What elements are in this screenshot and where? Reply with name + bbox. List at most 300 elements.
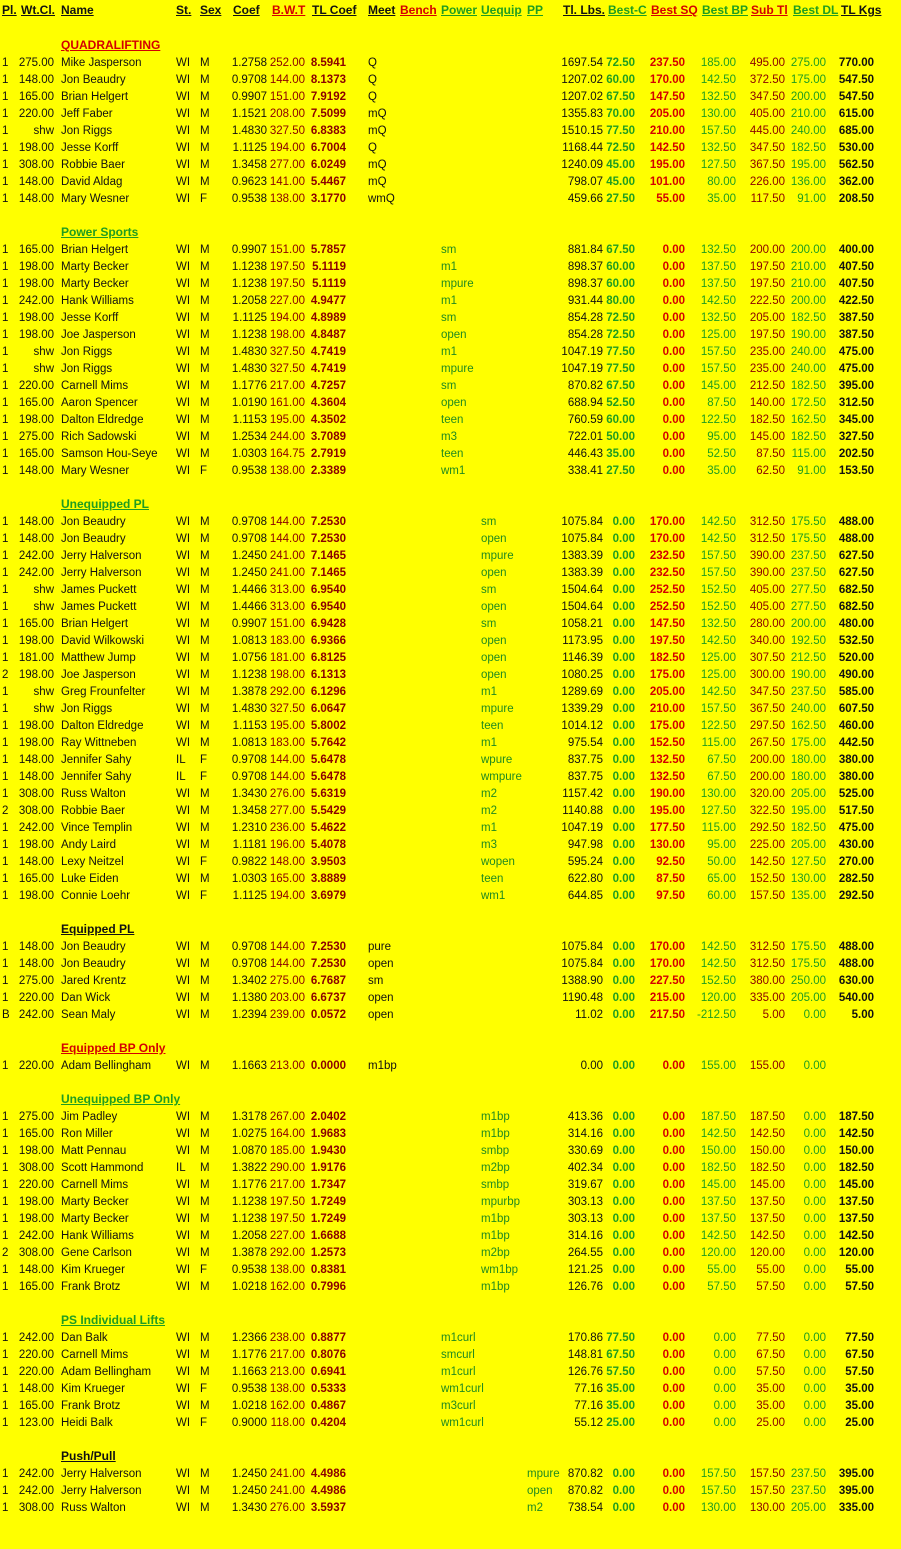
table-row bbox=[0, 1466, 901, 1483]
table-row bbox=[0, 1194, 901, 1211]
cell-weight-class: shw bbox=[33, 125, 54, 137]
cell-sex: M bbox=[200, 363, 210, 375]
cell-best-bench: 125.00 bbox=[700, 329, 736, 341]
cell-weight-class: 242.00 bbox=[18, 550, 54, 562]
cell-total-lbs: 1075.84 bbox=[561, 958, 603, 970]
cell-best-curl: 0.00 bbox=[612, 975, 635, 987]
cell-body-weight: 241.00 bbox=[269, 1468, 305, 1480]
cell-state: WI bbox=[176, 125, 191, 137]
cell-best-squat: 0.00 bbox=[662, 1128, 685, 1140]
cell-sub-total: 87.50 bbox=[756, 448, 785, 460]
cell-best-curl: 60.00 bbox=[606, 278, 635, 290]
cell-category: sm bbox=[441, 380, 457, 392]
cell-state: WI bbox=[176, 567, 191, 579]
cell-place: 1 bbox=[2, 448, 9, 460]
cell-sub-total: 212.50 bbox=[749, 380, 785, 392]
cell-coef: 0.9907 bbox=[231, 244, 267, 256]
cell-body-weight: 313.00 bbox=[269, 584, 305, 596]
cell-best-curl: 0.00 bbox=[612, 1502, 635, 1514]
cell-name: Robbie Baer bbox=[61, 159, 125, 171]
cell-best-squat: 152.50 bbox=[649, 737, 685, 749]
cell-sub-total: 140.00 bbox=[749, 397, 785, 409]
cell-name: Marty Becker bbox=[61, 261, 129, 273]
cell-state: WI bbox=[176, 1128, 191, 1140]
cell-best-bench: 57.50 bbox=[707, 1281, 736, 1293]
cell-coef: 1.1238 bbox=[231, 669, 267, 681]
cell-total-kgs: 395.00 bbox=[838, 1468, 874, 1480]
cell-state: WI bbox=[176, 414, 191, 426]
cell-best-squat: 175.00 bbox=[649, 669, 685, 681]
cell-body-weight: 217.00 bbox=[269, 1349, 305, 1361]
cell-tl-coef: 0.5333 bbox=[310, 1383, 346, 1395]
cell-weight-class: 123.00 bbox=[18, 1417, 54, 1429]
cell-place: 1 bbox=[2, 533, 9, 545]
cell-total-kgs: 57.50 bbox=[845, 1281, 874, 1293]
cell-sub-total: 197.50 bbox=[749, 278, 785, 290]
cell-coef: 1.4830 bbox=[231, 125, 267, 137]
cell-best-deadlift: 0.00 bbox=[803, 1162, 826, 1174]
cell-category: teen bbox=[481, 720, 504, 732]
cell-best-deadlift: 200.00 bbox=[790, 618, 826, 630]
cell-place: 1 bbox=[2, 125, 9, 137]
cell-best-squat: 0.00 bbox=[662, 261, 685, 273]
cell-total-kgs: 682.50 bbox=[838, 601, 874, 613]
cell-sub-total: 312.50 bbox=[749, 516, 785, 528]
cell-best-bench: 115.00 bbox=[701, 737, 736, 749]
cell-sex: F bbox=[200, 193, 208, 205]
cell-place: 1 bbox=[2, 261, 9, 273]
cell-weight-class: 165.00 bbox=[18, 1281, 54, 1293]
cell-total-lbs: 595.24 bbox=[567, 856, 603, 868]
cell-best-bench: 127.50 bbox=[700, 159, 736, 171]
cell-place: 1 bbox=[2, 397, 9, 409]
cell-best-deadlift: 135.00 bbox=[790, 890, 826, 902]
cell-body-weight: 195.00 bbox=[269, 414, 305, 426]
section-title: PS Individual Lifts bbox=[61, 1313, 166, 1327]
cell-place: 1 bbox=[2, 958, 9, 970]
cell-state: WI bbox=[176, 1502, 191, 1514]
cell-coef: 1.1663 bbox=[231, 1060, 267, 1072]
cell-name: Marty Becker bbox=[61, 278, 129, 290]
cell-place: 1 bbox=[2, 1349, 9, 1361]
cell-total-lbs: 264.55 bbox=[567, 1247, 603, 1259]
cell-place: 1 bbox=[2, 737, 9, 749]
cell-sex: F bbox=[200, 1264, 208, 1276]
cell-total-lbs: 837.75 bbox=[567, 754, 603, 766]
cell-sub-total: 322.50 bbox=[749, 805, 785, 817]
col-header-pp: PP bbox=[527, 3, 544, 17]
cell-sub-total: 372.50 bbox=[749, 74, 785, 86]
cell-category: wpure bbox=[481, 754, 513, 766]
cell-state: WI bbox=[176, 74, 191, 86]
cell-best-bench: 132.50 bbox=[700, 618, 736, 630]
cell-sub-total: 120.00 bbox=[749, 1247, 785, 1259]
cell-weight-class: 148.00 bbox=[18, 1383, 54, 1395]
cell-sex: M bbox=[200, 125, 210, 137]
cell-sex: M bbox=[200, 57, 210, 69]
table-row bbox=[0, 582, 901, 599]
cell-tl-coef: 0.6941 bbox=[310, 1366, 346, 1378]
cell-best-squat: 132.50 bbox=[649, 754, 685, 766]
cell-best-deadlift: 195.00 bbox=[790, 805, 826, 817]
cell-sex: M bbox=[200, 1145, 210, 1157]
cell-total-lbs: 1075.84 bbox=[561, 941, 603, 953]
cell-total-kgs: 25.00 bbox=[845, 1417, 874, 1429]
cell-body-weight: 138.00 bbox=[269, 1264, 305, 1276]
cell-best-bench: 65.00 bbox=[707, 873, 736, 885]
cell-state: WI bbox=[176, 193, 191, 205]
cell-weight-class: 198.00 bbox=[18, 1213, 54, 1225]
cell-category: m1bp bbox=[481, 1213, 510, 1225]
cell-tl-coef: 5.5429 bbox=[310, 805, 346, 817]
cell-coef: 1.1181 bbox=[232, 839, 267, 851]
section-title: Equipped PL bbox=[61, 922, 135, 936]
cell-best-curl: 0.00 bbox=[612, 873, 635, 885]
cell-total-lbs: 170.86 bbox=[567, 1332, 603, 1344]
cell-tl-coef: 6.9540 bbox=[310, 584, 346, 596]
cell-body-weight: 141.00 bbox=[269, 176, 305, 188]
cell-sub-total: 200.00 bbox=[749, 771, 785, 783]
cell-state: WI bbox=[176, 295, 191, 307]
cell-best-bench: 182.50 bbox=[700, 1162, 736, 1174]
cell-total-lbs: 402.34 bbox=[567, 1162, 603, 1174]
cell-best-squat: 177.50 bbox=[649, 822, 685, 834]
cell-body-weight: 238.00 bbox=[269, 1332, 305, 1344]
cell-place: 1 bbox=[2, 618, 9, 630]
cell-best-curl: 0.00 bbox=[612, 1162, 635, 1174]
cell-body-weight: 185.00 bbox=[269, 1145, 305, 1157]
cell-best-bench: 142.50 bbox=[700, 516, 736, 528]
cell-total-kgs: 35.00 bbox=[845, 1383, 874, 1395]
cell-total-kgs: 153.50 bbox=[838, 465, 874, 477]
cell-weight-class: 220.00 bbox=[18, 1179, 54, 1191]
cell-state: WI bbox=[176, 516, 191, 528]
cell-best-deadlift: 190.00 bbox=[790, 669, 826, 681]
cell-total-lbs: 314.16 bbox=[567, 1128, 603, 1140]
cell-best-curl: 0.00 bbox=[612, 635, 635, 647]
cell-sex: M bbox=[200, 703, 210, 715]
cell-place: 1 bbox=[2, 1332, 9, 1344]
cell-best-squat: 0.00 bbox=[662, 312, 685, 324]
cell-weight-class: 242.00 bbox=[18, 1468, 54, 1480]
cell-sub-total: 197.50 bbox=[749, 261, 785, 273]
cell-body-weight: 165.00 bbox=[269, 873, 305, 885]
cell-best-curl: 27.50 bbox=[606, 465, 635, 477]
cell-category: m1 bbox=[481, 737, 497, 749]
cell-tl-coef: 5.4622 bbox=[310, 822, 346, 834]
cell-tl-coef: 1.7347 bbox=[310, 1179, 346, 1191]
cell-best-deadlift: 240.00 bbox=[790, 363, 826, 375]
cell-body-weight: 275.00 bbox=[269, 975, 305, 987]
cell-weight-class: 165.00 bbox=[18, 873, 54, 885]
cell-best-squat: 205.00 bbox=[649, 686, 685, 698]
cell-state: WI bbox=[176, 686, 191, 698]
cell-place: 1 bbox=[2, 567, 9, 579]
cell-best-deadlift: 127.50 bbox=[790, 856, 826, 868]
cell-coef: 1.1776 bbox=[231, 1179, 267, 1191]
cell-category: m1bp bbox=[481, 1111, 510, 1123]
cell-category: wopen bbox=[481, 856, 515, 868]
cell-weight-class: 220.00 bbox=[18, 1060, 54, 1072]
table-row bbox=[0, 1007, 901, 1024]
cell-best-curl: 35.00 bbox=[606, 1383, 635, 1395]
cell-coef: 1.0756 bbox=[231, 652, 267, 664]
cell-best-squat: 252.50 bbox=[649, 584, 685, 596]
cell-sub-total: 225.00 bbox=[749, 839, 785, 851]
cell-total-kgs: 607.50 bbox=[838, 703, 874, 715]
cell-best-deadlift: 172.50 bbox=[790, 397, 826, 409]
cell-tl-coef: 4.3604 bbox=[310, 397, 346, 409]
cell-state: WI bbox=[176, 1281, 191, 1293]
cell-total-kgs: 380.00 bbox=[838, 771, 874, 783]
cell-category: smbp bbox=[481, 1179, 510, 1191]
cell-best-curl: 67.50 bbox=[606, 1349, 635, 1361]
cell-category: mpurbp bbox=[481, 1196, 520, 1208]
cell-sex: M bbox=[200, 788, 210, 800]
cell-weight-class: 165.00 bbox=[18, 448, 54, 460]
cell-best-curl: 0.00 bbox=[612, 1230, 635, 1242]
cell-tl-coef: 6.7004 bbox=[310, 142, 346, 154]
cell-best-curl: 80.00 bbox=[606, 295, 635, 307]
cell-sub-total: 35.00 bbox=[756, 1400, 785, 1412]
col-header-st: St. bbox=[176, 3, 192, 17]
cell-best-squat: 92.50 bbox=[656, 856, 685, 868]
cell-sub-total: 312.50 bbox=[749, 533, 785, 545]
table-row bbox=[0, 259, 901, 276]
cell-best-squat: 0.00 bbox=[662, 1400, 685, 1412]
table-row bbox=[0, 1279, 901, 1296]
cell-place: 1 bbox=[2, 1366, 9, 1378]
cell-sex: M bbox=[200, 1332, 210, 1344]
cell-best-deadlift: 240.00 bbox=[790, 346, 826, 358]
cell-sex: F bbox=[200, 771, 208, 783]
cell-place: 1 bbox=[2, 550, 9, 562]
cell-state: WI bbox=[176, 1383, 191, 1395]
col-header-power: Power bbox=[441, 3, 478, 17]
cell-best-curl: 45.00 bbox=[606, 176, 635, 188]
cell-name: Jon Beaudry bbox=[61, 74, 126, 86]
cell-best-bench: 115.00 bbox=[701, 822, 736, 834]
cell-state: WI bbox=[176, 1145, 191, 1157]
cell-total-lbs: 11.02 bbox=[575, 1009, 603, 1021]
cell-name: Jon Riggs bbox=[61, 363, 113, 375]
cell-category: mQ bbox=[368, 159, 387, 171]
cell-total-lbs: 644.85 bbox=[567, 890, 603, 902]
table-row bbox=[0, 1228, 901, 1245]
cell-sub-total: 200.00 bbox=[749, 244, 785, 256]
cell-best-deadlift: 175.50 bbox=[790, 958, 826, 970]
cell-tl-coef: 1.2573 bbox=[310, 1247, 346, 1259]
cell-state: WI bbox=[176, 465, 191, 477]
cell-sub-total: 312.50 bbox=[749, 941, 785, 953]
cell-best-squat: 0.00 bbox=[662, 1247, 685, 1259]
table-row bbox=[0, 769, 901, 786]
cell-total-lbs: 854.28 bbox=[567, 329, 603, 341]
cell-sex: M bbox=[200, 1281, 210, 1293]
table-row bbox=[0, 463, 901, 480]
cell-weight-class: 198.00 bbox=[18, 329, 54, 341]
cell-body-weight: 151.00 bbox=[269, 618, 305, 630]
cell-name: Jesse Korff bbox=[61, 142, 119, 154]
cell-best-deadlift: 237.50 bbox=[790, 567, 826, 579]
cell-best-curl: 67.50 bbox=[606, 244, 635, 256]
cell-name: Joe Jasperson bbox=[61, 329, 136, 341]
cell-body-weight: 194.00 bbox=[269, 312, 305, 324]
col-header-uequip: Uequip bbox=[481, 3, 522, 17]
cell-best-deadlift: 277.50 bbox=[790, 601, 826, 613]
cell-body-weight: 162.00 bbox=[269, 1400, 305, 1412]
cell-best-squat: 170.00 bbox=[649, 958, 685, 970]
cell-sex: M bbox=[200, 278, 210, 290]
cell-best-bench: 150.00 bbox=[700, 1145, 736, 1157]
cell-best-squat: 101.00 bbox=[649, 176, 685, 188]
cell-category: mQ bbox=[368, 176, 387, 188]
cell-best-bench: 127.50 bbox=[700, 805, 736, 817]
table-row bbox=[0, 973, 901, 990]
cell-name: Aaron Spencer bbox=[61, 397, 138, 409]
cell-coef: 1.4830 bbox=[231, 346, 267, 358]
cell-best-squat: 0.00 bbox=[662, 1162, 685, 1174]
cell-total-lbs: 1080.25 bbox=[561, 669, 603, 681]
cell-body-weight: 292.00 bbox=[269, 1247, 305, 1259]
cell-best-curl: 0.00 bbox=[612, 1247, 635, 1259]
table-row bbox=[0, 1330, 901, 1347]
cell-name: James Puckett bbox=[61, 584, 137, 596]
table-row bbox=[0, 361, 901, 378]
cell-best-squat: 0.00 bbox=[662, 1468, 685, 1480]
cell-tl-coef: 6.8125 bbox=[310, 652, 346, 664]
cell-best-curl: 0.00 bbox=[612, 533, 635, 545]
cell-best-bench: 0.00 bbox=[713, 1383, 736, 1395]
cell-place: 1 bbox=[2, 1128, 9, 1140]
cell-best-curl: 0.00 bbox=[612, 618, 635, 630]
cell-weight-class: 220.00 bbox=[18, 992, 54, 1004]
cell-best-curl: 0.00 bbox=[612, 720, 635, 732]
section-title: Push/Pull bbox=[61, 1449, 116, 1463]
cell-total-kgs: 475.00 bbox=[838, 363, 874, 375]
cell-best-bench: 137.50 bbox=[700, 1213, 736, 1225]
col-header-tlkgs: TL Kgs bbox=[841, 3, 882, 17]
cell-total-lbs: 898.37 bbox=[567, 278, 603, 290]
cell-sex: M bbox=[200, 91, 210, 103]
cell-place: 1 bbox=[2, 1196, 9, 1208]
cell-place: 1 bbox=[2, 159, 9, 171]
cell-best-deadlift: 0.00 bbox=[803, 1247, 826, 1259]
cell-best-squat: 147.50 bbox=[649, 618, 685, 630]
cell-sub-total: 187.50 bbox=[749, 1111, 785, 1123]
cell-sub-total: 390.00 bbox=[749, 550, 785, 562]
cell-name: Kim Krueger bbox=[61, 1383, 125, 1395]
cell-tl-coef: 6.0647 bbox=[310, 703, 346, 715]
cell-state: WI bbox=[176, 448, 191, 460]
cell-total-lbs: 1173.95 bbox=[562, 635, 603, 647]
cell-category: sm bbox=[441, 244, 457, 256]
cell-total-lbs: 126.76 bbox=[567, 1281, 603, 1293]
cell-category: sm bbox=[481, 618, 497, 630]
cell-sub-total: 152.50 bbox=[749, 873, 785, 885]
cell-best-bench: 120.00 bbox=[700, 992, 736, 1004]
cell-sub-total: 182.50 bbox=[749, 414, 785, 426]
cell-total-kgs: 407.50 bbox=[838, 261, 874, 273]
cell-best-squat: 0.00 bbox=[662, 1179, 685, 1191]
cell-total-kgs: 682.50 bbox=[838, 584, 874, 596]
cell-name: Gene Carlson bbox=[61, 1247, 132, 1259]
col-header-coef: Coef bbox=[233, 3, 260, 17]
cell-sub-total: 150.00 bbox=[749, 1145, 785, 1157]
section-title: Power Sports bbox=[61, 225, 139, 239]
col-header-bestc: Best-C bbox=[608, 3, 647, 17]
cell-best-curl: 0.00 bbox=[612, 771, 635, 783]
cell-category: open bbox=[481, 652, 507, 664]
cell-total-kgs: 422.50 bbox=[838, 295, 874, 307]
col-header-wtcl: Wt.Cl. bbox=[21, 3, 55, 17]
cell-state: WI bbox=[176, 1485, 191, 1497]
cell-sub-total: 142.50 bbox=[749, 1128, 785, 1140]
cell-state: WI bbox=[176, 176, 191, 188]
cell-place: 1 bbox=[2, 1400, 9, 1412]
cell-tl-coef: 1.9176 bbox=[310, 1162, 346, 1174]
cell-sub-total: 347.50 bbox=[749, 142, 785, 154]
cell-name: Andy Laird bbox=[61, 839, 116, 851]
cell-best-curl: 0.00 bbox=[612, 992, 635, 1004]
cell-best-bench: 132.50 bbox=[700, 244, 736, 256]
cell-body-weight: 144.00 bbox=[269, 941, 305, 953]
cell-best-curl: 27.50 bbox=[606, 193, 635, 205]
cell-best-curl: 0.00 bbox=[612, 1281, 635, 1293]
cell-state: WI bbox=[176, 1230, 191, 1242]
cell-body-weight: 227.00 bbox=[269, 295, 305, 307]
cell-body-weight: 313.00 bbox=[269, 601, 305, 613]
cell-tl-coef: 0.0572 bbox=[310, 1009, 346, 1021]
table-row bbox=[0, 565, 901, 582]
cell-tl-coef: 1.7249 bbox=[310, 1213, 346, 1225]
cell-sub-total: 5.00 bbox=[762, 1009, 785, 1021]
cell-tl-coef: 1.9430 bbox=[310, 1145, 346, 1157]
cell-best-deadlift: 240.00 bbox=[790, 125, 826, 137]
cell-best-squat: 0.00 bbox=[662, 1213, 685, 1225]
cell-tl-coef: 0.7996 bbox=[310, 1281, 346, 1293]
cell-coef: 0.9708 bbox=[231, 941, 267, 953]
cell-sub-total: 117.50 bbox=[750, 193, 785, 205]
cell-sub-total: 142.50 bbox=[749, 1230, 785, 1242]
cell-best-squat: 252.50 bbox=[649, 601, 685, 613]
cell-name: Jon Beaudry bbox=[61, 958, 126, 970]
table-row bbox=[0, 786, 901, 803]
cell-best-squat: 0.00 bbox=[662, 1332, 685, 1344]
cell-place: 1 bbox=[2, 1468, 9, 1480]
cell-name: Jon Beaudry bbox=[61, 516, 126, 528]
cell-name: Carnell Mims bbox=[61, 380, 129, 392]
cell-sex: M bbox=[200, 822, 210, 834]
cell-coef: 0.9538 bbox=[231, 465, 267, 477]
cell-best-squat: 170.00 bbox=[649, 941, 685, 953]
cell-best-bench: 152.50 bbox=[700, 584, 736, 596]
cell-total-lbs: 1047.19 bbox=[561, 822, 603, 834]
cell-best-deadlift: 0.00 bbox=[803, 1060, 826, 1072]
cell-best-squat: 195.00 bbox=[649, 159, 685, 171]
cell-best-squat: 227.50 bbox=[649, 975, 685, 987]
cell-name: Jon Riggs bbox=[61, 125, 113, 137]
cell-place: 1 bbox=[2, 108, 9, 120]
cell-sex: M bbox=[200, 261, 210, 273]
cell-weight-class: 148.00 bbox=[18, 771, 54, 783]
cell-weight-class: 148.00 bbox=[18, 193, 54, 205]
cell-sex: F bbox=[200, 754, 208, 766]
cell-total-kgs: 395.00 bbox=[838, 1485, 874, 1497]
cell-weight-class: 148.00 bbox=[18, 516, 54, 528]
cell-best-squat: 0.00 bbox=[662, 431, 685, 443]
cell-total-lbs: 1697.54 bbox=[561, 57, 603, 69]
